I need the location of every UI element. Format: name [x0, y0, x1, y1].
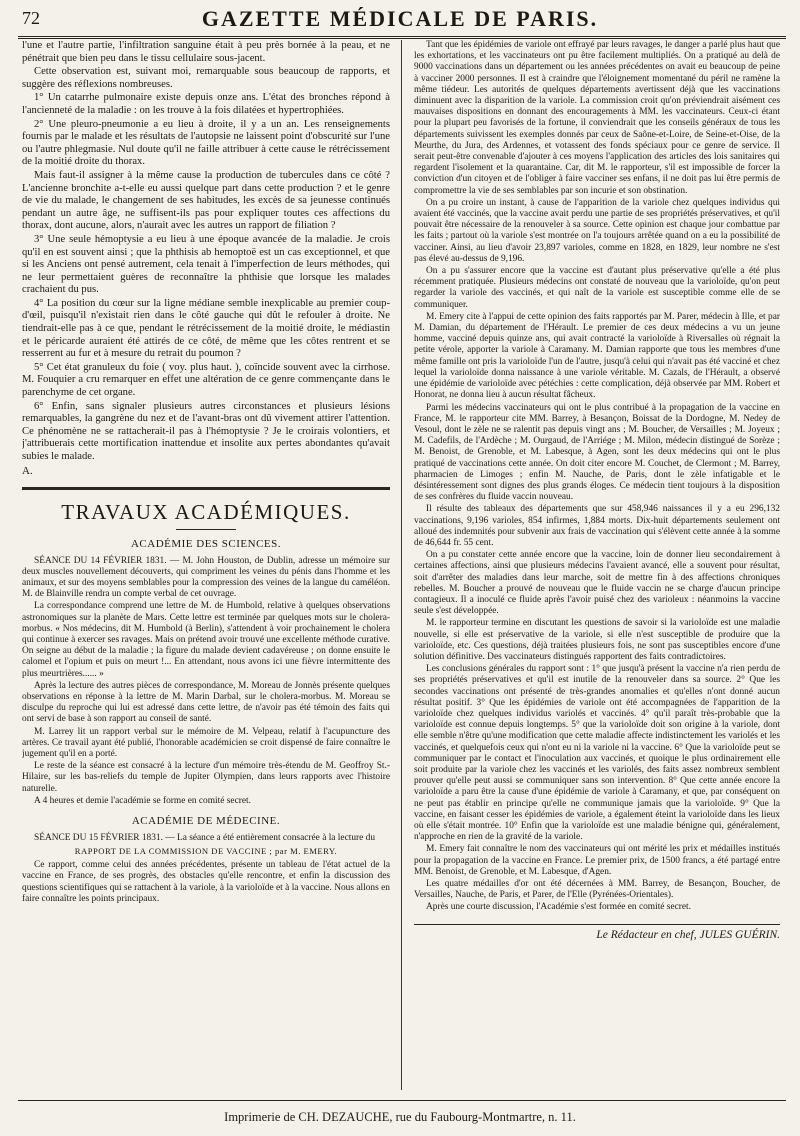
academy-heading: ACADÉMIE DES SCIENCES.	[130, 537, 282, 550]
paragraph: M. le rapporteur termine en discutant les questions de savoir si la varioloïde est une maladie nouvelle, si elle est préservative de la variole, si elle n'est susceptible de produire que la varioloïde, etc. Ces questions, déjà traitées plusieurs fois, ne sont pas susceptibles encore d'une solution définitive. Des vaccinateurs distingués rapportent des faits contradictoires.	[414, 618, 780, 662]
paragraph: Les conclusions générales du rapport sont : 1° que jusqu'à présent la vaccine n'a rien perdu de ses propriétés préservatives et qu'il est inutile de la renouveler dans sa source. 2° Que les secondes vaccinations ont présenté de très-grandes anomalies et qu'elles n'ont donné aucun résultat positif. 3° Que les épidémies de variole ont été accompagnées de l'apparition de la varioloïde chez quelques individus variolés et vaccinés. 4° qu'il paraît très-probable que la varioloïde est connue depuis longtemps. 5° que la varioloïde doit son origine à la variole, dont elle semble n'être qu'une modification que cette maladie affecte indistinctement les variolés et les vaccinés, et quelquefois ceux qui n'ont eu ni la variole ni la vaccine. 6° Que la varioloïde peut se communiquer par le contact et l'inoculation aux vaccinés, et quoique le plus ordinairement elle soit produite par la variole chez les vaccinés et les variolés, des faits assez nombreux semblent prouver qu'elle peut aussi se communiquer sans son intervention. 8° Que cette année encore la varioloïde a paru être la cause d'une épidémie de variole à Caramany, et que, par conséquent on ne peut pas établir en principe qu'elle ne communique jamais que la varioloïde. 9° Que la vaccine, en faisant cesser les épidémies de variole, a également éteint la varioloïde dans les lieux où elle s'était montrée. 10° Enfin que la varioloïde est une maladie bénigne qui, généralement, n'approche en rien de la gravité de la variole.	[414, 664, 780, 843]
footer-rule	[18, 1100, 786, 1101]
paragraph: A 4 heures et demie l'académie se forme en comité secret.	[34, 795, 251, 806]
paragraph: On a pu s'assurer encore que la vaccine est d'autant plus préservative qu'elle a été plus récemment pratiquée. Plusieurs médecins ont constaté de nouveau que la varioloïde, qu'on peut regarder la variole des vaccinés, et qui naît de la variole est susceptible comme elle de se communiquer.	[414, 266, 780, 310]
column-divider	[401, 40, 402, 1090]
paragraph: M. Emery fait connaître le nom des vaccinateurs qui ont mérité les prix et médailles institués pour la propagation de la vaccine en France. Le premier prix, de 1500 francs, a été partagé entre MM. Benoist, de Grenoble, et M. Labesque, d'Agen.	[414, 844, 780, 877]
section-title: TRAVAUX ACADÉMIQUES.	[61, 499, 351, 524]
paragraph: Mais faut-il assigner à la même cause la production de tubercules dans ce côté ? L'ancienne bronchite a-t-elle eu aussi quelque part dans cette production ? et le genre de vie du malade, le changement de ses habitudes, les excès de sa jeunesse continués pendant un autre âge, ne suffisent-ils pas pour expliquer toutes ces affections du thorax, dont aucune, alors, n'aurait avec les autres un rapport de filiation ?	[22, 169, 390, 232]
paragraph: On a pu constater cette année encore que la vaccine, loin de donner lieu secondairement à certaines affections, ainsi que plusieurs médecins l'avaient avancé, elle a souvent pour résultat, soit d'arrêter des maladies dans leur marche, soit de mettre fin à des affections chroniques rebelles. M. Boucher a prouvé de nouveau que le fluide vaccin ne se charge d'aucun principe contagieux. Il a inoculé ce fluide après l'avoir puisé chez des varioleux : néanmoins la vaccine seule s'est développée.	[414, 550, 780, 617]
title-underline	[176, 529, 236, 530]
paragraph: Il résulte des tableaux des départements que sur 458,946 naissances il y a eu 296,132 vaccinations, 9,196 varioles, 854 infirmes, 1,884 morts. Dix-huit départements seulement ont alloué des indemnités pour subvenir aux frais de vaccination qui s'élèvent cette année à la somme de 46,644 fr. 55 cent.	[414, 504, 780, 548]
page-number: 72	[22, 8, 40, 28]
paragraph: 2° Une pleuro-pneumonie a eu lieu à droite, il y a un an. Les renseignements fournis par le malade et les résultats de l'autopsie ne laissent point d'obscurité sur l'une ou l'autre phlegmasie. Nul doute qu'il ne faille attribuer à cette cause le rétrécissement de la moitié droite du thorax.	[22, 118, 390, 168]
paragraph: On a pu croire un instant, à cause de l'apparition de la variole chez quelques individus qui avaient été vaccinés, que la vaccine avait perdu une partie de ses propriétés préservatives, et qu'il pouvait être nécessaire de la renouveler à sa source. Cette opinion est chaque jour combattue par les faits ; partout où la variole s'est montrée on l'a toujours arrêtée quand on a eu la possibilité de vacciner. Ainsi, au lieu d'avoir 23,897 varioles, comme en 1828, en 1829, leur nombre ne s'est pas élevé au-dessus de 9,196.	[414, 197, 780, 264]
paragraph: Parmi les médecins vaccinateurs qui ont le plus contribué à la propagation de la vaccine en France, M. le rapporteur cite MM. Barrey, à Besançon, Boissat de la Dordogne, M. Nedey de Vesoul, dont le zèle ne se ralentit pas depuis vingt ans ; M. Boucher, de Versailles ; M. Joyeux ; M. Cadefils, de l'Ardèche ; M. Ourgaud, de l'Arriége ; M. Milon, médecin distingué de Sorèze ; M. Benoist, de Grenoble, et M. Labesque, à Agen, sont les deux médecins qui ont le plus pratiqué de vaccinations cette année. On doit citer encore M. Couchet, de Clermont ; M. Barrey, pharmacien de Limoges ; enfin M. Nauche, de Paris, dont le zèle infatigable et le désintéressement sont dignes des plus grands éloges. Ce médecin tient toujours à la disposition de ses confrères du fluide vaccin nouveau.	[414, 402, 780, 503]
paragraph: 6° Enfin, sans signaler plusieurs autres circonstances et plusieurs lésions remarquables, la gangrène du nez et de l'avant-bras ont dû vivement attirer l'attention. Ce phénomène ne se rattacherait-il pas à l'hémoptysie ? Je le croirais volontiers, et j'attribuerais cette mortification inattendue et insolite aux pertes abondantes qu'avait subies le malade.	[22, 400, 390, 462]
masthead-rule	[18, 36, 786, 39]
paragraph: 1° Un catarrhe pulmonaire existe depuis onze ans. L'état des bronches répond à l'ancienneté de la maladie : on les trouve à la fois dilatées et hypertrophiées.	[22, 92, 390, 116]
paragraph: SÉANCE DU 14 FÉVRIER 1831. — M. John Houston, de Dublin, adresse un mémoire sur deux muscles nouvellement découverts, qui compriment les veines du pénis dans l'homme et les animaux, et sur des moyens semblables pour la compression des veines de la langue du caméléon. M. de Blainville rendra un compte verbal de cet ouvrage.	[22, 555, 390, 600]
right-column	[414, 40, 780, 1088]
paragraph: M. Larrey lit un rapport verbal sur le mémoire de M. Velpeau, relatif à l'acupuncture des artères. Ce travail ayant été publié, l'honorable académicien se croit dispensé de faire connaître le jugement qu'il en a porté.	[22, 726, 390, 760]
section-rule	[22, 487, 390, 490]
masthead	[14, 4, 786, 34]
paragraph: M. Emery cite à l'appui de cette opinion des faits rapportés par M. Parer, médecin à Ille, et par M. Damian, du département de l'Hérault. Le premier de ces deux médecins a vu un jeune homme, vacciné depuis quinze ans, qui avait contracté la varioloïde à Riversalles où régnait la petite vérole, apporter la variole à Caramany. M. Damian rapporte que tous les membres d'une même famille ont pris la varioloïde l'un de l'autre, jusqu'à celui qui n'avait pas été vacciné et chez lequel la varioloïde donna naissance à une variole véritable. M. Cazals, de l'Hérault, a observé une épidémie de varioloïde avec pétéchies : cette complication, déjà observée par MM. Robert et Honorat, ne donna lieu à aucun résultat fâcheux.	[414, 311, 780, 401]
newspaper-title: GAZETTE MÉDICALE DE PARIS.	[201, 6, 599, 31]
printer-imprint: Imprimerie de CH. DEZAUCHE, rue du Faubourg-Montmartre, n. 11.	[224, 1110, 576, 1124]
editor-rule	[414, 924, 780, 925]
academy-heading: ACADÉMIE DE MÉDECINE.	[131, 815, 281, 828]
paragraph: l'une et l'autre partie, l'infiltration sanguine était à peu près bornée à la peau, et ne pénétrait que bien peu dans le tissu cellulaire sous-jacent.	[22, 40, 390, 64]
paragraph: Les quatre médailles d'or ont été décernées à MM. Barrey, de Besançon, Boucher, de Versailles, Nauche, de Paris, et Parer, de l'Elle (Pyrénées-Orientales).	[414, 879, 780, 901]
paragraph: Après la lecture des autres pièces de correspondance, M. Moreau de Jonnès présente quelques observations en réponse à la lettre de M. Marin Darbal, sur le cholera-morbus. M. Moreau se disculpe du reproche qui lui est adressé dans cette lettre, de n'avoir pas été témoin des faits qui ont servi de base à son rapport au conseil de santé.	[22, 680, 390, 725]
paragraph: Cette observation est, suivant moi, remarquable sous beaucoup de rapports, et suggère des réflexions nombreuses.	[22, 66, 390, 90]
paragraph: La correspondance comprend une lettre de M. de Humbold, relative à quelques observations astronomiques sur la planète de Mars. Cette lettre est terminée par quelques mots sur le cholera-morbus. « Nos médecins, dit M. Humbold (à Berlin), s'attendent à voir prochainement le cholera qui continue à exercer ses ravages. Mais on prétend avoir trouvé une excellente méthode curative. On seigne au début de la maladie ; la figure du malade devient cadavéreuse ; on donne ensuite le calomel et l'opium et puis on meurt !... En attendant, nous avons ici une fièvre intermittente des plus meurtrières...... »	[22, 601, 390, 679]
paragraph: Après une courte discussion, l'Académie s'est formée en comité secret.	[426, 902, 692, 913]
paragraph: SÉANCE DU 15 FÉVRIER 1831. — La séance a été entièrement consacrée à la lecture du	[34, 833, 376, 844]
report-title: RAPPORT DE LA COMMISSION DE VACCINE ; par M. EMERY.	[74, 846, 338, 857]
paragraph: Le reste de la séance est consacré à la lecture d'un mémoire très-étendu de M. Geoffroy St.-Hilaire, sur les bas-reliefs du temple de Jupiter Olympien, dans leurs rapports avec l'histoire naturelle.	[22, 761, 390, 794]
paragraph: 4° La position du cœur sur la ligne médiane semble inexplicable au premier coup-d'œil, puisqu'il n'existait rien dans le côté gauche qui dût le refouler à droite. Ne tiendrait-elle pas à ce que, pendant le rétrécissement de la moitié droite, le médiastin et le péricarde auraient été attirés de ce côté, de même que les côtes rentrent et se resserrent au fur et à mesure du retrait du poumon ?	[22, 297, 390, 360]
author-signature: A.	[22, 464, 33, 477]
editor-credit: Le Rédacteur en chef, JULES GUÉRIN.	[596, 928, 780, 941]
paragraph: 3° Une seule hémoptysie a eu lieu à une époque avancée de la maladie. Je crois qu'il en est souvent ainsi ; que la phthisis ab hemoptoë est un cas exceptionnel, et que si les Anciens ont pensé autrement, cela tenait à l'imperfection de leurs méthodes, qui ne leur permettaient guères de reconnaître la phthisie que lorsque les malades crachaient du pus.	[22, 233, 390, 296]
paragraph: Ce rapport, comme celui des années précédentes, présente un tableau de l'état actuel de la vaccine en France, de ses progrès, des obstacles qu'elle rencontre, et enfin la discussion des questions scientifiques qui se rattachent à la variole, à la varioloïde et à la vaccine. Nous allons en faire connaître les points principaux.	[22, 860, 390, 904]
paragraph: Tant que les épidémies de variole ont effrayé par leurs ravages, le danger a parlé plus haut que les exhortations, et les vaccinateurs ont pu être facilement multipliés. On a pratiqué au delà de 9000 vaccinations dans un département ou les années précédentes on avait eu beaucoup de peine à vacciner 2000 personnes. Il est à craindre que l'éloignement momentané du péril ne ramène la même tiédeur. Les autorités de quelques départements avertissent déjà que les vaccinations diminuent avec la disparition de la variole. La commission croit qu'on préviendrait aisément ces mauvaises dispositions en donnant des encouragements à MM. les vaccinateurs. Ceux-ci étant pour la plupart peu favorisés de la fortune, il conviendrait que les conseils généraux de tous les départements suivissent les exemples donnés par ceux de Saône-et-Loire, de Seine-et-Oise, de la Meurthe, du Jura, des Ardennes, et votassent des fonds spéciaux pour ce genre de service. Il serait peut-être convenable d'ajouter à ces moyens l'application des articles des lois sanitaires qui regardent l'isolement et la quarantaine. Car, dit M. le rapporteur, s'il est impossible de forcer la conviction d'un citoyen et de l'obliger à faire vacciner ses enfans, il ne doit pas lui être permis de compromettre la vie de ses semblables par son incurie et son obstination.	[414, 40, 780, 196]
paragraph: 5° Cet état granuleux du foie ( voy. plus haut. ), coïncide souvent avec la cirrhose. M. Fouquier a cru remarquer en effet une altération de ce genre commençante dans le parenchyme de cet organe.	[22, 361, 390, 399]
left-column	[22, 40, 390, 1088]
